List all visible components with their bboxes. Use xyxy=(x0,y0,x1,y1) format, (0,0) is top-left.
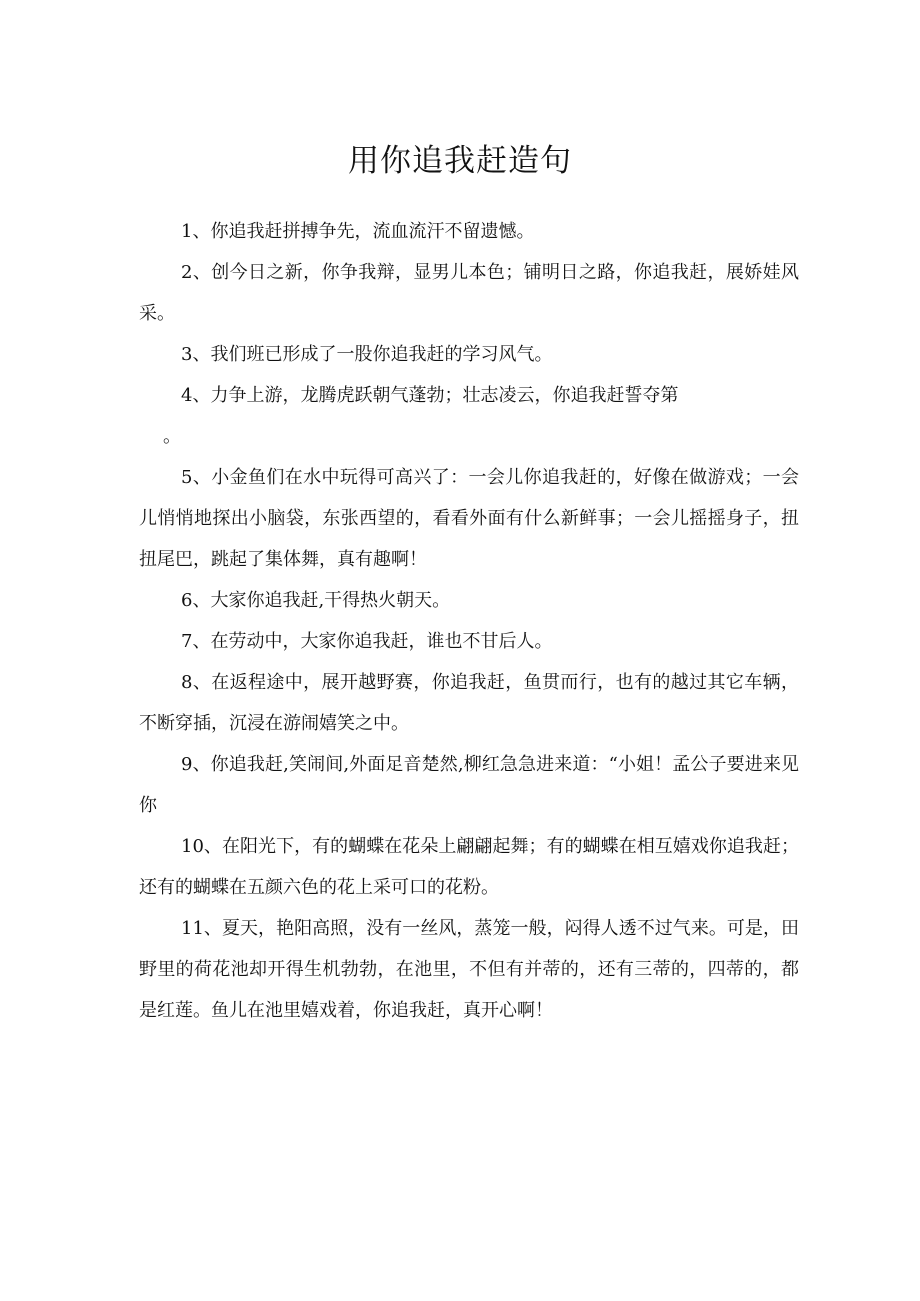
paragraph-9: 9、你追我赶,笑闹间,外面足音楚然,柳红急急进来道：“小姐！孟公子要进来见你 xyxy=(139,754,799,816)
paragraph-1: 1、你追我赶拼搏争先，流血流汗不留遗憾。 xyxy=(181,221,535,242)
paragraph-6: 6、大家你追我赶,干得热火朝天。 xyxy=(181,590,451,611)
paragraph-4-continuation: 。 xyxy=(163,426,181,447)
paragraph-5: 5、小金鱼们在水中玩得可高兴了：一会儿你追我赶的，好像在做游戏；一会儿悄悄地探出小脑袋，东张西望的，看看外面有什么新鲜事；一会儿摇摇身子，扭扭尾巴，跳起了集体舞，真有趣啊！ xyxy=(139,467,799,570)
paragraph-11: 11、夏天，艳阳高照，没有一丝风，蒸笼一般，闷得人透不过气来。可是，田野里的荷花池却开得生机勃勃，在池里，不但有并蒂的，还有三蒂的，四蒂的，都是红莲。鱼儿在池里嬉戏着，你追我赶，真开心啊！ xyxy=(139,918,799,1021)
paragraph-10: 10、在阳光下，有的蝴蝶在花朵上翩翩起舞；有的蝴蝶在相互嬉戏你追我赶；还有的蝴蝶在五颜六色的花上采可口的花粉。 xyxy=(139,836,799,898)
document-body xyxy=(139,211,799,1031)
paragraph-3: 3、我们班已形成了一股你追我赶的学习风气。 xyxy=(181,344,553,365)
paragraph-2: 2、创今日之新，你争我辩，显男儿本色；铺明日之路，你追我赶，展娇娃风采。 xyxy=(139,262,799,324)
paragraph-7: 7、在劳动中，大家你追我赶，谁也不甘后人。 xyxy=(181,631,553,652)
paragraph-4: 4、力争上游，龙腾虎跃朝气蓬勃；壮志凌云，你追我赶誓夺第 xyxy=(181,385,679,406)
paragraph-8: 8、在返程途中，展开越野赛，你追我赶，鱼贯而行，也有的越过其它车辆，不断穿插，沉浸在游闹嬉笑之中。 xyxy=(139,672,799,734)
page-title: 用你追我赶造句 xyxy=(348,142,572,179)
